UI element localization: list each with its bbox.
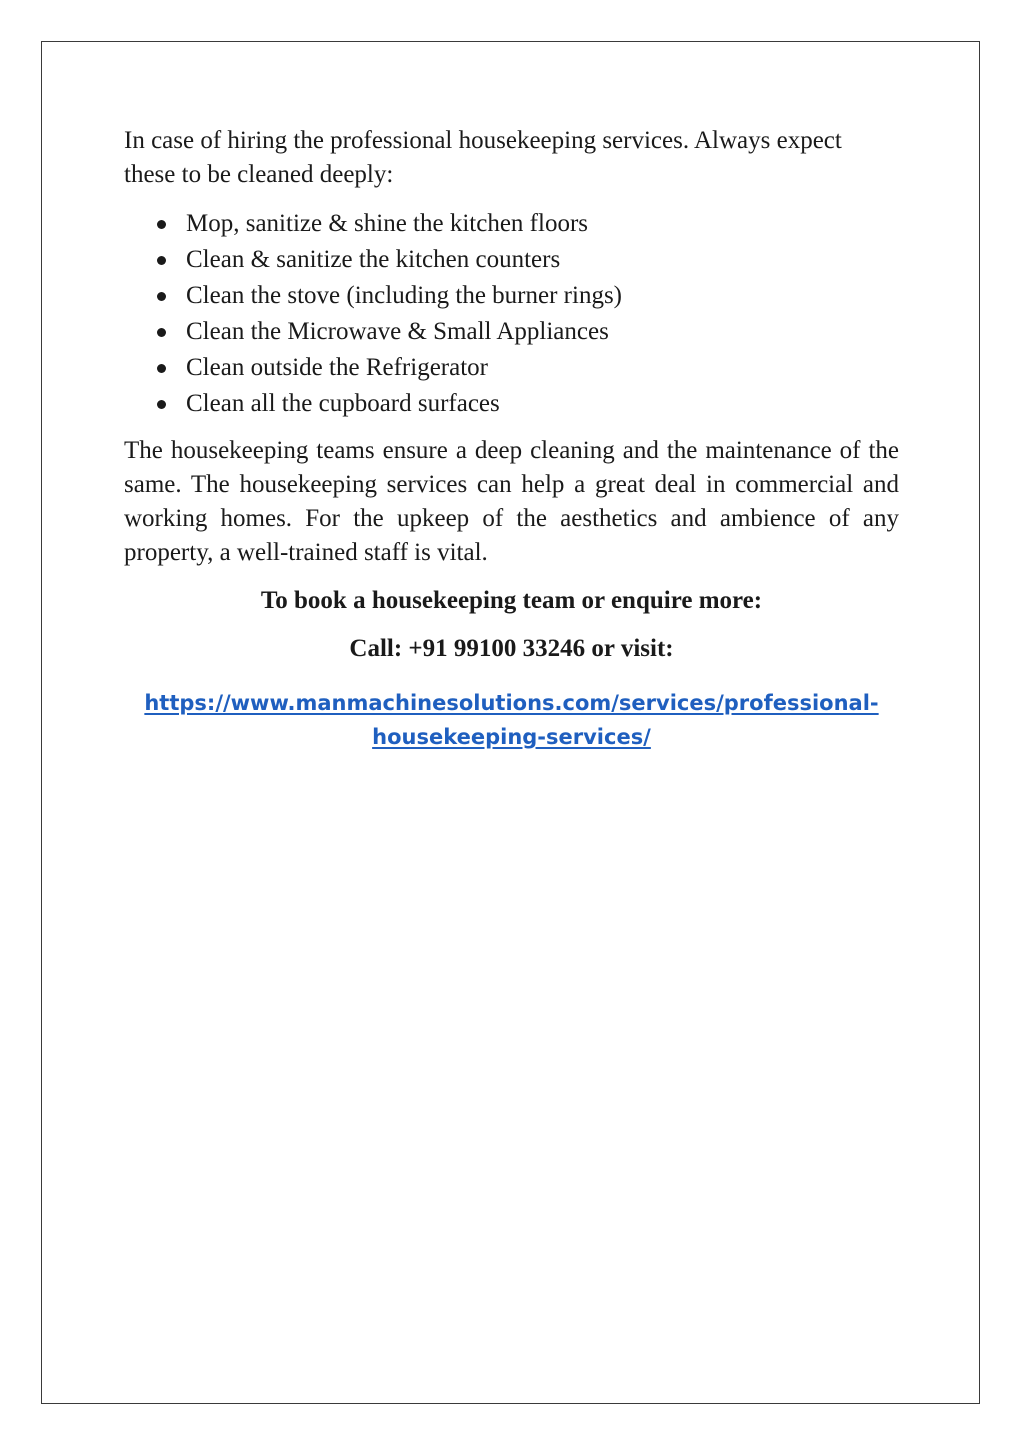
website-link-line-2[interactable]: housekeeping-services/	[372, 725, 651, 749]
bullet-icon	[157, 328, 166, 337]
list-item-text: Clean & sanitize the kitchen counters	[186, 246, 561, 273]
bullet-icon	[157, 256, 166, 265]
list-item	[124, 206, 899, 242]
bullet-icon	[157, 400, 166, 409]
document-body	[124, 124, 899, 754]
intro-paragraph: In case of hiring the professional housekeeping services. Always expect these to be cleaned deeply:	[124, 127, 842, 188]
website-link-block	[124, 686, 899, 754]
list-item-text: Clean all the cupboard surfaces	[186, 390, 500, 417]
call-line: Call: +91 99100 33246 or visit:	[349, 635, 674, 662]
bullet-icon	[157, 220, 166, 229]
booking-heading: To book a housekeeping team or enquire more:	[260, 587, 763, 614]
list-item	[124, 386, 899, 422]
list-item	[124, 242, 899, 278]
list-item	[124, 314, 899, 350]
list-item-text: Mop, sanitize & shine the kitchen floors	[186, 210, 589, 237]
body-paragraph: The housekeeping teams ensure a deep cleaning and the maintenance of the same. The housekeeping services can help a great deal in commercial and working homes. For the upkeep of the aesthetics and ambience of any property, a well-trained staff is vital.	[124, 437, 899, 566]
bullet-icon	[157, 292, 166, 301]
list-item-text: Clean outside the Refrigerator	[186, 354, 488, 381]
cleaning-checklist	[124, 206, 899, 422]
list-item	[124, 278, 899, 314]
list-item-text: Clean the stove (including the burner rings)	[186, 282, 622, 309]
website-link-line-1[interactable]: https://www.manmachinesolutions.com/services/professional-	[144, 691, 879, 715]
bullet-icon	[157, 364, 166, 373]
list-item-text: Clean the Microwave & Small Appliances	[186, 318, 609, 345]
list-item	[124, 350, 899, 386]
